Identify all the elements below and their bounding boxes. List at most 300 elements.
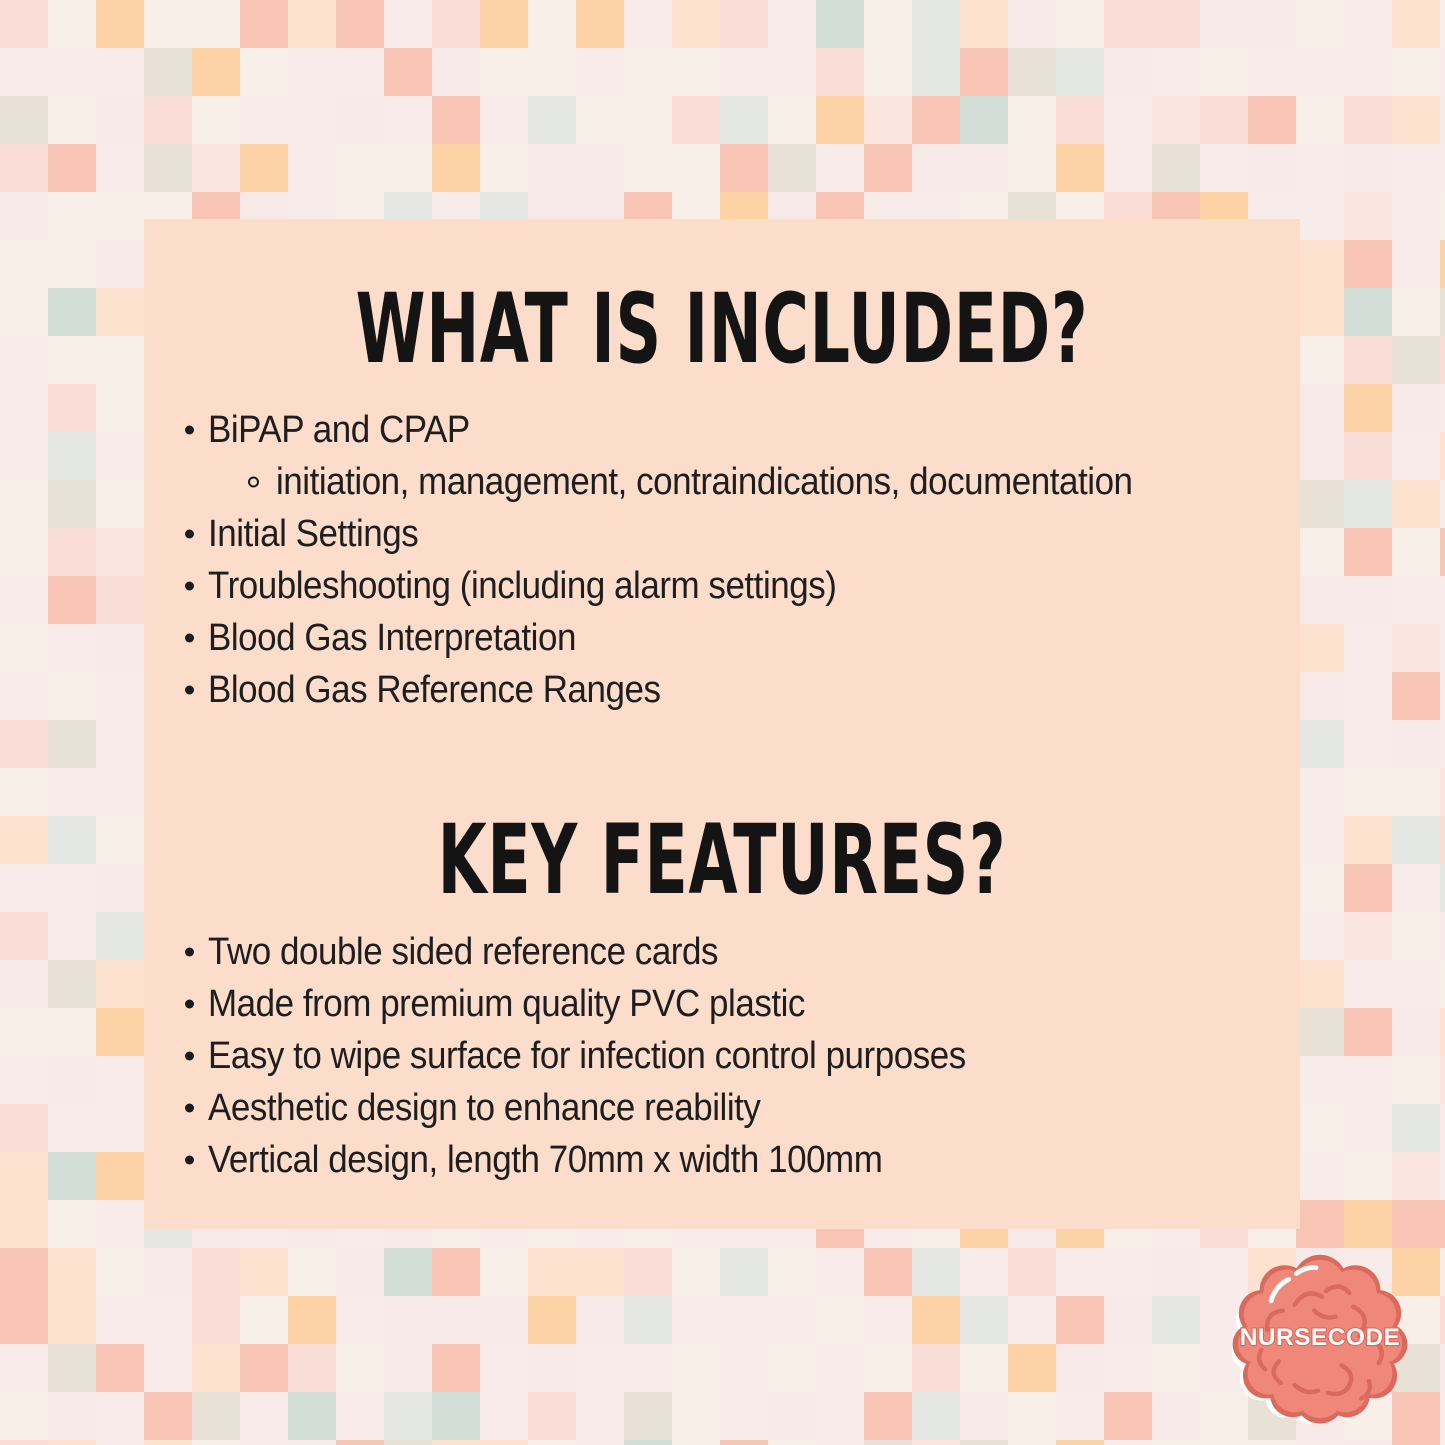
pattern-cell <box>1296 864 1344 912</box>
pattern-cell <box>1440 48 1445 96</box>
pattern-cell <box>384 1440 432 1445</box>
pattern-cell <box>1152 96 1200 144</box>
pattern-cell <box>960 96 1008 144</box>
pattern-cell <box>1344 768 1392 816</box>
pattern-cell <box>0 1056 48 1104</box>
pattern-cell <box>1008 144 1056 192</box>
pattern-cell <box>240 96 288 144</box>
pattern-cell <box>528 1440 576 1445</box>
pattern-cell <box>1392 624 1440 672</box>
pattern-cell <box>48 384 96 432</box>
pattern-cell <box>1344 672 1392 720</box>
pattern-cell <box>0 912 48 960</box>
pattern-cell <box>96 528 144 576</box>
pattern-cell <box>1344 480 1392 528</box>
pattern-cell <box>48 144 96 192</box>
pattern-cell <box>1296 432 1344 480</box>
pattern-cell <box>960 1392 1008 1440</box>
pattern-cell <box>1392 288 1440 336</box>
brain-icon <box>1232 1248 1408 1424</box>
pattern-cell <box>336 0 384 48</box>
pattern-cell <box>816 1440 864 1445</box>
pattern-cell <box>1296 960 1344 1008</box>
pattern-cell <box>0 0 48 48</box>
pattern-cell <box>0 288 48 336</box>
pattern-cell <box>288 1344 336 1392</box>
pattern-cell <box>0 1344 48 1392</box>
pattern-cell <box>96 1104 144 1152</box>
pattern-cell <box>240 1440 288 1445</box>
pattern-cell <box>960 144 1008 192</box>
pattern-cell <box>288 1440 336 1445</box>
pattern-cell <box>816 96 864 144</box>
pattern-cell <box>144 144 192 192</box>
pattern-cell <box>528 48 576 96</box>
bullet-item <box>185 404 1280 456</box>
pattern-cell <box>96 768 144 816</box>
pattern-cell <box>1008 1296 1056 1344</box>
pattern-cell <box>144 1392 192 1440</box>
pattern-cell <box>432 96 480 144</box>
pattern-cell <box>336 1248 384 1296</box>
section-title-key-features: KEY FEATURES? <box>437 804 1007 916</box>
pattern-cell <box>1344 864 1392 912</box>
pattern-cell <box>816 144 864 192</box>
pattern-cell <box>0 1104 48 1152</box>
bullet-item <box>185 560 1280 612</box>
pattern-cell <box>1104 1392 1152 1440</box>
pattern-cell <box>1392 1200 1440 1248</box>
pattern-cell <box>1392 1008 1440 1056</box>
pattern-cell <box>240 1296 288 1344</box>
pattern-cell <box>0 1296 48 1344</box>
pattern-cell <box>1440 1104 1445 1152</box>
pattern-cell <box>1296 624 1344 672</box>
pattern-cell <box>912 1344 960 1392</box>
pattern-cell <box>48 432 96 480</box>
pattern-cell <box>0 144 48 192</box>
pattern-cell <box>1344 1440 1392 1445</box>
pattern-cell <box>480 1248 528 1296</box>
pattern-cell <box>144 0 192 48</box>
pattern-cell <box>1392 1440 1440 1445</box>
pattern-cell <box>1392 240 1440 288</box>
pattern-cell <box>768 1440 816 1445</box>
pattern-cell <box>1440 336 1445 384</box>
pattern-cell <box>624 1392 672 1440</box>
pattern-cell <box>1440 1344 1445 1392</box>
pattern-cell <box>672 144 720 192</box>
pattern-cell <box>528 1344 576 1392</box>
pattern-cell <box>720 1296 768 1344</box>
pattern-cell <box>1392 96 1440 144</box>
pattern-cell <box>1008 96 1056 144</box>
pattern-cell <box>1296 912 1344 960</box>
pattern-cell <box>912 48 960 96</box>
bullet-text: initiation, management, contraindications, documentation <box>276 461 1133 503</box>
pattern-cell <box>0 48 48 96</box>
pattern-cell <box>48 1392 96 1440</box>
pattern-cell <box>0 816 48 864</box>
pattern-cell <box>624 96 672 144</box>
pattern-cell <box>1248 144 1296 192</box>
pattern-cell <box>384 144 432 192</box>
pattern-cell <box>96 1152 144 1200</box>
pattern-cell <box>48 0 96 48</box>
pattern-cell <box>1344 1200 1392 1248</box>
pattern-cell <box>144 1440 192 1445</box>
pattern-cell <box>1296 1008 1344 1056</box>
pattern-cell <box>1152 1248 1200 1296</box>
pattern-cell <box>48 1344 96 1392</box>
pattern-cell <box>1392 384 1440 432</box>
bullet-text: Aesthetic design to enhance reability <box>208 1087 761 1129</box>
pattern-cell <box>1152 1344 1200 1392</box>
pattern-cell <box>0 96 48 144</box>
pattern-cell <box>1392 960 1440 1008</box>
pattern-cell <box>1344 192 1392 240</box>
pattern-cell <box>0 240 48 288</box>
pattern-cell <box>1296 480 1344 528</box>
pattern-cell <box>720 1344 768 1392</box>
pattern-cell <box>48 336 96 384</box>
pattern-cell <box>96 1440 144 1445</box>
pattern-cell <box>912 1392 960 1440</box>
pattern-cell <box>96 192 144 240</box>
pattern-cell <box>1296 1152 1344 1200</box>
pattern-cell <box>720 1392 768 1440</box>
pattern-cell <box>1392 480 1440 528</box>
pattern-cell <box>864 1440 912 1445</box>
pattern-cell <box>672 1392 720 1440</box>
pattern-cell <box>0 768 48 816</box>
pattern-cell <box>192 1440 240 1445</box>
pattern-cell <box>96 48 144 96</box>
pattern-cell <box>1344 912 1392 960</box>
pattern-cell <box>1440 240 1445 288</box>
pattern-cell <box>48 288 96 336</box>
pattern-cell <box>1296 192 1344 240</box>
bullet-item <box>185 1030 1280 1082</box>
pattern-cell <box>720 1248 768 1296</box>
pattern-cell <box>96 480 144 528</box>
pattern-cell <box>48 480 96 528</box>
pattern-cell <box>384 48 432 96</box>
pattern-cell <box>1104 144 1152 192</box>
pattern-cell <box>1344 1008 1392 1056</box>
pattern-cell <box>624 1344 672 1392</box>
pattern-cell <box>768 1344 816 1392</box>
pattern-cell <box>0 864 48 912</box>
bullet-text: BiPAP and CPAP <box>208 409 470 451</box>
pattern-cell <box>1104 1440 1152 1445</box>
pattern-cell <box>1440 912 1445 960</box>
pattern-cell <box>240 1344 288 1392</box>
pattern-cell <box>960 1344 1008 1392</box>
pattern-cell <box>48 1056 96 1104</box>
pattern-cell <box>816 0 864 48</box>
pattern-cell <box>96 1296 144 1344</box>
pattern-cell <box>48 960 96 1008</box>
pattern-cell <box>0 1008 48 1056</box>
pattern-cell <box>1344 144 1392 192</box>
pattern-cell <box>864 0 912 48</box>
pattern-cell <box>864 96 912 144</box>
pattern-cell <box>1440 1248 1445 1296</box>
pattern-cell <box>864 1296 912 1344</box>
pattern-cell <box>912 1296 960 1344</box>
pattern-cell <box>1344 48 1392 96</box>
pattern-cell <box>1344 576 1392 624</box>
pattern-cell <box>96 672 144 720</box>
pattern-cell <box>432 1248 480 1296</box>
pattern-cell <box>1440 864 1445 912</box>
pattern-cell <box>576 1344 624 1392</box>
pattern-cell <box>624 48 672 96</box>
logo-label: NURSECODE <box>1239 1323 1401 1351</box>
pattern-cell <box>1440 624 1445 672</box>
pattern-cell <box>0 576 48 624</box>
pattern-cell <box>1392 336 1440 384</box>
pattern-cell <box>1392 720 1440 768</box>
content-panel <box>144 219 1300 1229</box>
pattern-cell <box>1440 0 1445 48</box>
pattern-cell <box>48 48 96 96</box>
pattern-cell <box>0 1200 48 1248</box>
pattern-cell <box>432 144 480 192</box>
pattern-cell <box>1056 1296 1104 1344</box>
pattern-cell <box>48 1152 96 1200</box>
pattern-cell <box>624 1296 672 1344</box>
pattern-cell <box>48 1104 96 1152</box>
pattern-cell <box>864 1392 912 1440</box>
pattern-cell <box>96 1248 144 1296</box>
pattern-cell <box>1344 528 1392 576</box>
bullet-text: Made from premium quality PVC plastic <box>208 983 805 1025</box>
pattern-cell <box>480 1392 528 1440</box>
included-list <box>185 404 1280 716</box>
pattern-cell <box>816 1248 864 1296</box>
pattern-cell <box>960 48 1008 96</box>
pattern-cell <box>1152 1296 1200 1344</box>
pattern-cell <box>1248 0 1296 48</box>
pattern-cell <box>1392 0 1440 48</box>
pattern-cell <box>528 1296 576 1344</box>
pattern-cell <box>48 240 96 288</box>
pattern-cell <box>1296 144 1344 192</box>
pattern-cell <box>1392 1104 1440 1152</box>
pattern-cell <box>432 48 480 96</box>
pattern-cell <box>48 1248 96 1296</box>
pattern-cell <box>1248 96 1296 144</box>
pattern-cell <box>576 96 624 144</box>
pattern-cell <box>912 0 960 48</box>
pattern-cell <box>96 1200 144 1248</box>
pattern-cell <box>96 576 144 624</box>
bullet-text: Vertical design, length 70mm x width 100mm <box>208 1139 883 1181</box>
bullet-item <box>185 664 1280 716</box>
pattern-cell <box>864 1344 912 1392</box>
pattern-cell <box>48 768 96 816</box>
pattern-cell <box>144 1248 192 1296</box>
pattern-cell <box>1344 432 1392 480</box>
nursecode-logo <box>1232 1248 1408 1424</box>
bullet-text: Initial Settings <box>208 513 419 555</box>
pattern-cell <box>96 864 144 912</box>
pattern-cell <box>1344 0 1392 48</box>
pattern-cell <box>624 1248 672 1296</box>
pattern-cell <box>1344 1104 1392 1152</box>
pattern-cell <box>1152 144 1200 192</box>
pattern-cell <box>0 1248 48 1296</box>
pattern-cell <box>240 48 288 96</box>
pattern-cell <box>1056 1344 1104 1392</box>
pattern-cell <box>96 0 144 48</box>
bullet-item <box>185 1134 1280 1186</box>
pattern-cell <box>192 1344 240 1392</box>
pattern-cell <box>48 816 96 864</box>
pattern-cell <box>0 960 48 1008</box>
pattern-cell <box>480 1344 528 1392</box>
pattern-cell <box>240 0 288 48</box>
pattern-cell <box>960 1440 1008 1445</box>
bullet-item <box>185 612 1280 664</box>
bullet-item <box>185 926 1280 978</box>
pattern-cell <box>816 1392 864 1440</box>
pattern-cell <box>1104 1344 1152 1392</box>
pattern-cell <box>336 1440 384 1445</box>
pattern-cell <box>48 624 96 672</box>
pattern-cell <box>1248 48 1296 96</box>
pattern-cell <box>48 576 96 624</box>
pattern-cell <box>1344 384 1392 432</box>
pattern-cell <box>1440 1392 1445 1440</box>
bullet-item <box>185 1082 1280 1134</box>
pattern-cell <box>288 96 336 144</box>
bullet-text: Troubleshooting (including alarm settings) <box>208 565 837 607</box>
pattern-cell <box>1200 48 1248 96</box>
pattern-cell <box>816 48 864 96</box>
pattern-cell <box>96 1344 144 1392</box>
pattern-cell <box>432 0 480 48</box>
pattern-cell <box>864 1248 912 1296</box>
pattern-cell <box>528 0 576 48</box>
pattern-cell <box>1440 1008 1445 1056</box>
pattern-cell <box>624 0 672 48</box>
pattern-cell <box>672 96 720 144</box>
pattern-cell <box>96 912 144 960</box>
pattern-cell <box>1008 48 1056 96</box>
pattern-cell <box>912 96 960 144</box>
pattern-cell <box>1104 1296 1152 1344</box>
pattern-cell <box>1008 0 1056 48</box>
pattern-cell <box>336 48 384 96</box>
sub-bullet-item <box>185 456 1280 508</box>
pattern-cell <box>1056 96 1104 144</box>
pattern-cell <box>1296 336 1344 384</box>
pattern-cell <box>768 1392 816 1440</box>
pattern-cell <box>1296 576 1344 624</box>
pattern-cell <box>336 96 384 144</box>
pattern-cell <box>192 96 240 144</box>
pattern-cell <box>432 1440 480 1445</box>
pattern-cell <box>96 1056 144 1104</box>
pattern-cell <box>48 1296 96 1344</box>
pattern-cell <box>1152 1392 1200 1440</box>
pattern-cell <box>1344 960 1392 1008</box>
pattern-cell <box>144 1344 192 1392</box>
pattern-cell <box>1392 1056 1440 1104</box>
pattern-cell <box>0 192 48 240</box>
pattern-cell <box>912 1440 960 1445</box>
pattern-cell <box>1296 384 1344 432</box>
pattern-cell <box>96 384 144 432</box>
pattern-cell <box>768 144 816 192</box>
pattern-cell <box>240 1392 288 1440</box>
pattern-cell <box>672 1248 720 1296</box>
pattern-cell <box>288 48 336 96</box>
pattern-cell <box>1296 0 1344 48</box>
pattern-cell <box>1440 1200 1445 1248</box>
pattern-cell <box>1296 528 1344 576</box>
pattern-cell <box>48 672 96 720</box>
pattern-cell <box>96 432 144 480</box>
pattern-cell <box>816 1344 864 1392</box>
pattern-cell <box>1344 624 1392 672</box>
pattern-cell <box>1440 768 1445 816</box>
pattern-cell <box>48 192 96 240</box>
pattern-cell <box>1248 1440 1296 1445</box>
pattern-cell <box>624 1440 672 1445</box>
pattern-cell <box>768 48 816 96</box>
pattern-cell <box>288 1296 336 1344</box>
pattern-cell <box>1200 96 1248 144</box>
pattern-cell <box>576 48 624 96</box>
pattern-cell <box>1440 816 1445 864</box>
pattern-cell <box>0 432 48 480</box>
pattern-cell <box>1104 96 1152 144</box>
pattern-cell <box>1440 1296 1445 1344</box>
pattern-cell <box>1440 432 1445 480</box>
pattern-cell <box>96 1008 144 1056</box>
pattern-cell <box>192 1296 240 1344</box>
pattern-cell <box>1104 48 1152 96</box>
pattern-cell <box>576 0 624 48</box>
pattern-cell <box>1296 672 1344 720</box>
pattern-cell <box>1008 1344 1056 1392</box>
bullet-text: Two double sided reference cards <box>208 931 718 973</box>
pattern-cell <box>1056 0 1104 48</box>
pattern-cell <box>1152 0 1200 48</box>
pattern-cell <box>0 720 48 768</box>
pattern-cell <box>1008 1248 1056 1296</box>
pattern-cell <box>1392 768 1440 816</box>
pattern-cell <box>1344 1152 1392 1200</box>
pattern-cell <box>480 0 528 48</box>
pattern-cell <box>1152 1440 1200 1445</box>
pattern-cell <box>96 960 144 1008</box>
pattern-cell <box>384 1392 432 1440</box>
pattern-cell <box>1344 96 1392 144</box>
pattern-cell <box>1440 144 1445 192</box>
pattern-cell <box>528 96 576 144</box>
pattern-cell <box>336 1296 384 1344</box>
bullet-text: Easy to wipe surface for infection control purposes <box>208 1035 966 1077</box>
pattern-cell <box>1440 528 1445 576</box>
pattern-cell <box>960 0 1008 48</box>
pattern-cell <box>96 720 144 768</box>
bullet-item <box>185 508 1280 560</box>
